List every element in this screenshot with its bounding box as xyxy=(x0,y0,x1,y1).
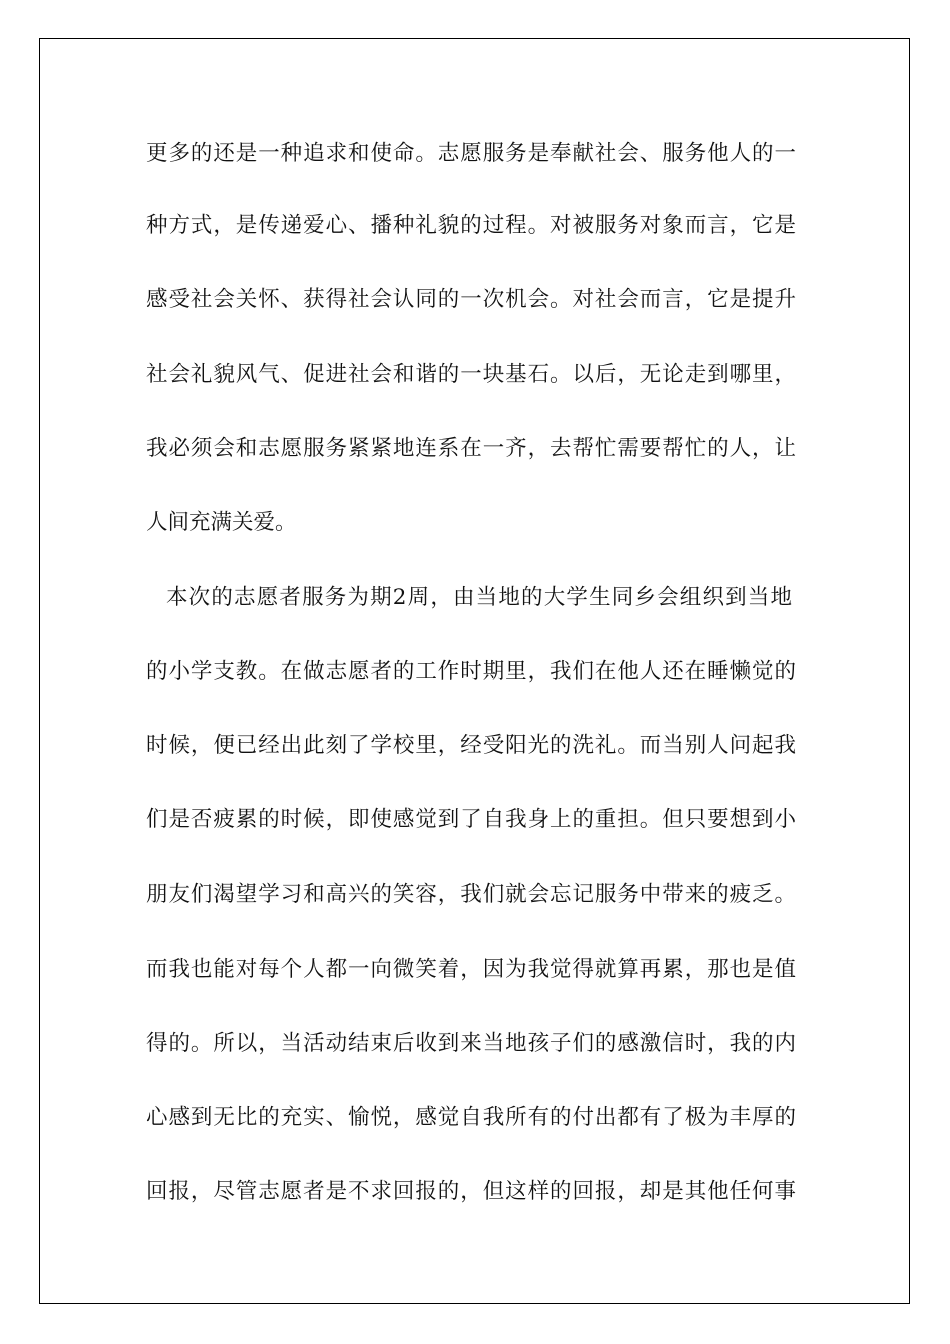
text-line-2: 种方式，是传递爱心、播种礼貌的过程。对被服务对象而言，它是 xyxy=(146,213,796,238)
text-line-10: 们是否疲累的时候，即使感觉到了自我身上的重担。但只要想到小 xyxy=(146,807,796,832)
text-line-14: 心感到无比的充实、愉悦，感觉自我所有的付出都有了极为丰厚的 xyxy=(146,1105,796,1130)
text-line-12: 而我也能对每个人都一向微笑着，因为我觉得就算再累，那也是值 xyxy=(146,957,796,982)
text-line-13: 得的。所以，当活动结束后收到来当地孩子们的感激信时，我的内 xyxy=(146,1031,796,1056)
text-line-1: 更多的还是一种追求和使命。志愿服务是奉献社会、服务他人的一 xyxy=(146,141,796,166)
text-line-5: 我必须会和志愿服务紧紧地连系在一齐，去帮忙需要帮忙的人，让 xyxy=(146,436,796,461)
text-line-7: 本次的志愿者服务为期2周，由当地的大学生同乡会组织到当地 xyxy=(166,585,792,610)
text-line-9: 时候，便已经出此刻了学校里，经受阳光的洗礼。而当别人问起我 xyxy=(146,733,796,758)
text-line-15: 回报，尽管志愿者是不求回报的，但这样的回报，却是其他任何事 xyxy=(146,1179,796,1204)
text-line-3: 感受社会关怀、获得社会认同的一次机会。对社会而言，它是提升 xyxy=(146,287,796,312)
text-line-4: 社会礼貌风气、促进社会和谐的一块基石。以后，无论走到哪里， xyxy=(146,362,796,387)
text-line-11: 朋友们渴望学习和高兴的笑容，我们就会忘记服务中带来的疲乏。 xyxy=(146,882,796,907)
text-line-6: 人间充满关爱。 xyxy=(146,510,297,535)
text-line-8: 的小学支教。在做志愿者的工作时期里，我们在他人还在睡懒觉的 xyxy=(146,659,796,684)
